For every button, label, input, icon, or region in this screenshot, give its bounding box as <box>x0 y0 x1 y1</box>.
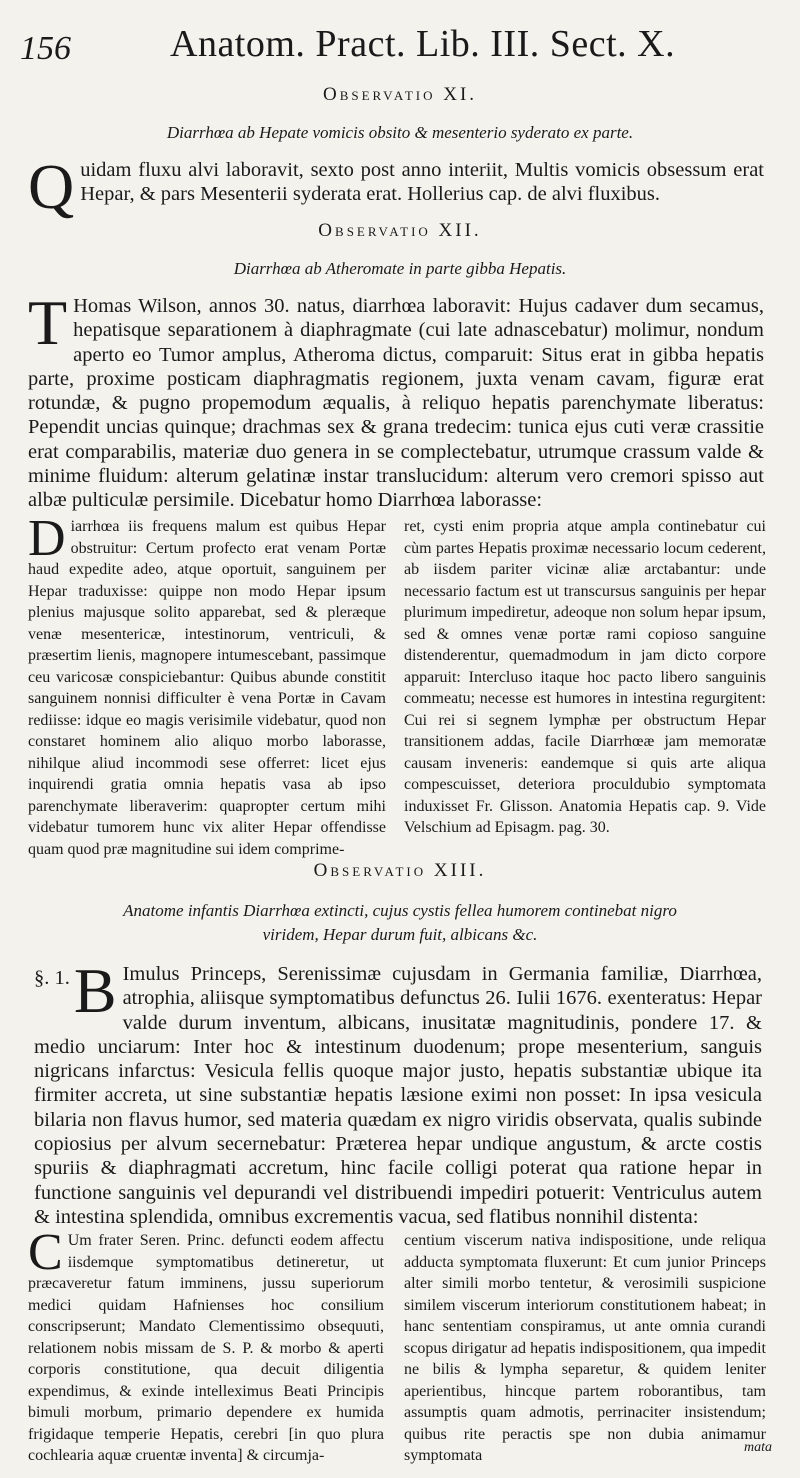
catchword: mata <box>744 1440 772 1455</box>
observation-11-title: Observatio XI. <box>322 84 478 105</box>
running-head: Anatom. Pract. Lib. III. Sect. X. <box>170 23 676 65</box>
observation-13-scholion-right: centium viscerum nativa indispositione, unde reliqua adducta symptomata fluxerunt: Et cum junior Princeps alter simili morbo tentetur, & verosimili suspicione similem viscerum interiorum constitutionem habeat; in hanc sententiam conspiramus, ut ante omnia curandi scopus dirigatur ad hepatis indispositionem, qua impedit ne bilis & lympha separetur, & quidem leniter aperientibus, hincque partem roborantibus, tam assumptis quam admotis, perrinaciter insistendum; quibus rite peractis spe non dubia animamur symptomata <box>404 1232 766 1464</box>
drop-cap: T <box>28 287 68 358</box>
observation-12-body: Homas Wilson, annos 30. natus, diarrhœa laboravit: Hujus cadaver dum secamus, hepatisque separationem à diaphragmate (cui late adnascebatur) molimur, nondum aperto eo Tumor amplus, Atheroma dictus, comparuit: Situs erat in gibba hepatis parte, proxime posticam diaphragmatis regionem, juxta venam cavam, figuræ erat rotundæ, & pugno propemodum æqualis, à reliquo hepatis parenchymate liberatus: Pependit uncias quinque; drachmas sex & grana tredecim: tunica ejus cuti veræ crassitie erat comparabilis, materiæ duo genera in se complectebatur, utrumque crassum valde & minime fluidum: alterum gelatinæ instar translucidum: alterum vero cremori spisso aut albæ pulticulæ persimile. Dicebatur homo Diarrhœa laborasse: <box>28 295 764 512</box>
scholion-left-text: iarrhœa iis frequens malum est quibus Hepar obstruitur: Certum profecto erat venam Portæ haud expedite adeo, atque oportuit, sanguinem per Hepar traduxisse: quippe non modo Hepar ipsum plenius majusque solito apparebat, sed & pleræque venæ mesentericæ, intestinorum, ventriculi, & præsertim lienis, magnopere intumescebant, passimque ceu varicosæ conspiciebantur: Quibus abunde constitit sanguinem nonnisi difficulter è vena Portæ in Cavam rediisse: idque eo magis verisimile videbatur, quod non constaret hominem alio aliquo morbo laborasse, nihilque aliud incommodi sese offerret: licet ejus inquirendi gratia omnia hepatis vasa ab ipso parenchymate liberaverim: quapropter certum mihi videbatur tumorem hunc vix aliter Hepar offendisse quam quod præ magnitudine sui idem comprime- <box>28 518 386 858</box>
observation-12-text <box>28 287 764 513</box>
observation-13-text <box>34 955 762 1229</box>
observation-11-body: uidam fluxu alvi laboravit, sexto post anno interiit, Multis vomicis obsessum erat Hepar, & pars Mesenterii syderata erat. Hollerius cap. de alvi fluxibus. <box>80 159 764 206</box>
observation-12-subtitle: Diarrhœa ab Atheromate in parte gibba Hepatis. <box>233 259 567 278</box>
drop-cap: D <box>28 510 66 567</box>
drop-cap: B <box>73 955 117 1026</box>
observation-13-body: Imulus Princeps, Serenissimæ cujusdam in Germania familiæ, Diarrhœa, atrophia, aliisque symptomatibus defunctus 26. Iulii 1676. exenteratus: Hepar valde durum inventum, albicans, inusitatæ magnitudinis, pondere 17. & medio unciarum: Inter hoc & intestinum duodenum; prope mesenterium, sanguis nigricans infarctus: Vesicula fellis quoque major justo, hepatis substantiæ ubique ita firmiter accreta, ut sine substantiæ hepatis læsione eximi non posset: In ipsa vesicula bilaria non flavus humor, sed materia quædam ex nigro viridis observata, qualis subinde copiosius per alvum secernebatur: Præterea hepar undique angustum, & arcte costis spuriis & diaphragmati accretum, hinc facile colligi poterat qua ratione hepar in functione sanguinis vel depurandi vel distribuendi impediri potuerit: Ventriculus autem & intestina splendida, omnibus excrementis vacua, sed flatibus nonnihil distenta: <box>34 963 762 1228</box>
observation-12-title: Observatio XII. <box>318 220 482 241</box>
scholion-left-text: Um frater Seren. Princ. defuncti eodem affectu iisdemque symptomatibus detineretur, ut præcaveretur fatum imminens, jussu superiorum medici quidam Hafnienses hoc consilium conscripserunt; Mandato Clementissimo obsequuti, relationem nobis missam de S. P. & morbo & aperti corporis constitutione, qua decuit diligentia expendimus, & exinde intelleximus Beati Principis bimuli morbum, primario dependere ex humida frigidaque temperie Hepatis, cerebri [in quo plura cochlearia aquæ cruentæ inventa] & circumja- <box>28 1232 384 1464</box>
observation-11-subtitle: Diarrhœa ab Hepate vomicis obsito & mesenterio syderato ex parte. <box>166 123 634 142</box>
observation-12-scholion-right: ret, cysti enim propria atque ampla continebatur cui cùm partes Hepatis proximæ necessario locum cederent, ab iisdem pariter vicinæ aliæ arctabantur: unde necessario factum est ut transcursus sanguinis per hepar plurimum impediretur, adeoque non solum hepar ipsum, sed & omnes venæ portæ rami copioso sanguine distenderentur, quemadmodum in jam dicto corpore apparuit: Intercluso itaque hoc pacto libero sanguinis commeatu; necesse est humores in intestina regurgitent: Cui rei si segnem lymphæ per obstructum Hepar transitionem addas, facile Diarrhœæ jam memoratæ causam inveneris: eandemque si quis arte aliqua compescuisset, deteriora proculdubio symptomata induxisset Fr. Glisson. Anatomia Hepatis cap. 9. Vide Velschium ad Episagm. pag. 30. <box>404 518 766 836</box>
observation-13-title: Observatio XIII. <box>313 860 487 881</box>
observation-13-subtitle-line-2: viridem, Hepar durum fuit, albicans &c. <box>262 925 538 944</box>
observation-11-text <box>28 151 764 222</box>
observation-13-subtitle-line-1: Anatome infantis Diarrhœa extincti, cujus cystis fellea humorem continebat nigro <box>123 901 677 920</box>
page-number: 156 <box>20 30 71 67</box>
drop-cap: C <box>28 1224 63 1281</box>
section-mark: §. 1. <box>34 967 70 989</box>
observation-13-scholion-left <box>28 1224 384 1467</box>
observation-12-scholion-left <box>28 510 386 860</box>
drop-cap: Q <box>28 151 75 222</box>
